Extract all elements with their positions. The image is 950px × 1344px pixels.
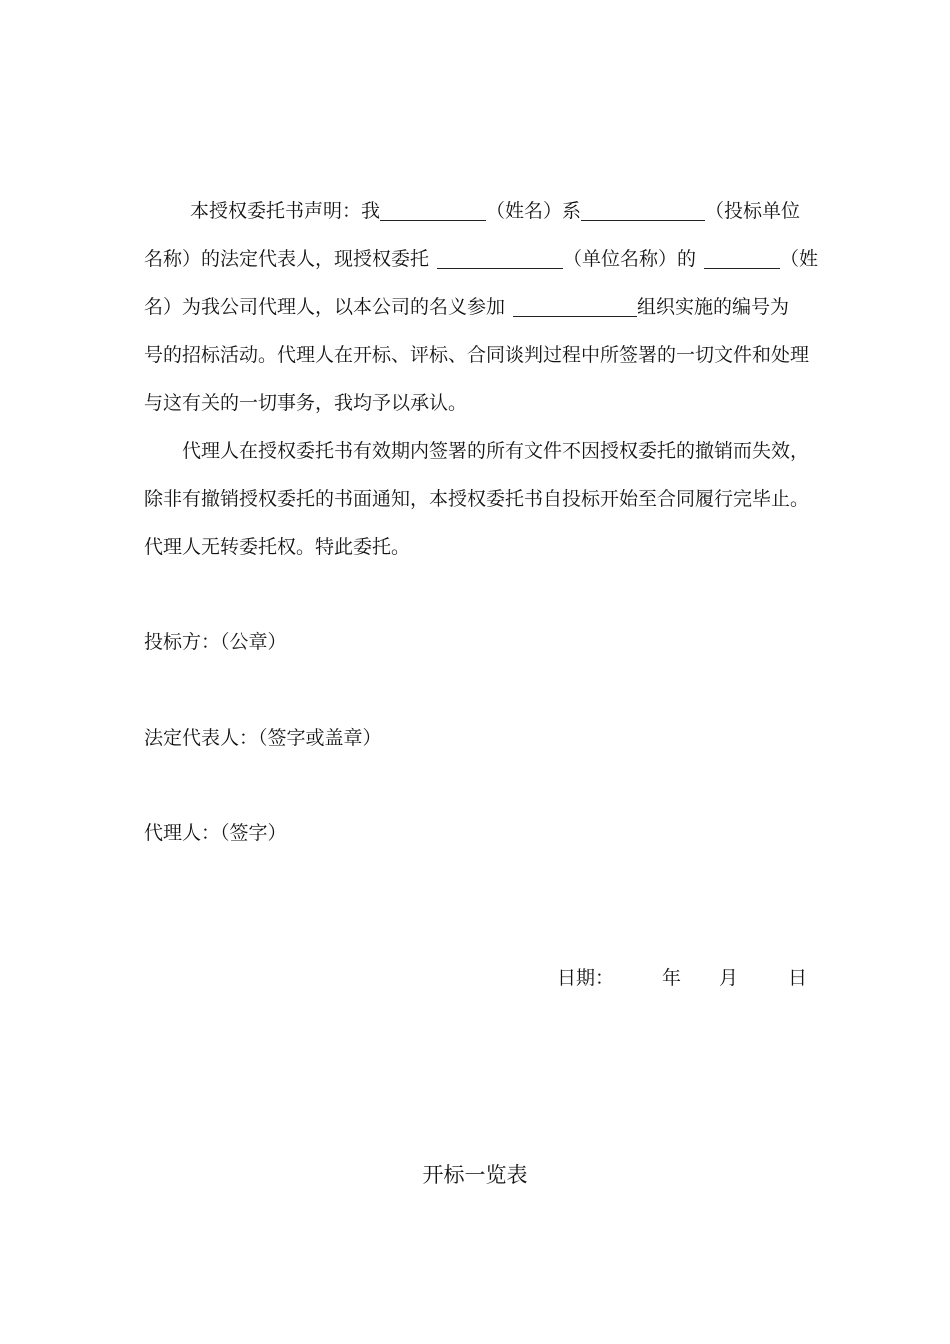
unit-name-blank [437, 248, 563, 269]
date-label: 日期： [557, 967, 615, 989]
legal-rep-signature-label: 法定代表人：（签字或盖章） [144, 727, 382, 749]
validity-line-3: 代理人无转委托权。特此委托。 [144, 536, 411, 558]
agent-name-blank [704, 248, 780, 269]
declaration-line-4: 号的招标活动。代理人在开标、评标、合同谈判过程中所签署的一切文件和处理 [144, 344, 810, 366]
declaration-line-2: 名称）的法定代表人，现授权委托 （单位名称）的 （姓 [144, 248, 819, 270]
date-month: 月 [719, 967, 739, 989]
validity-line-1: 代理人在授权委托书有效期内签署的所有文件不因授权委托的撤销而失效， [182, 440, 810, 462]
organizer-blank [513, 296, 637, 317]
declaration-line-5: 与这有关的一切事务，我均予以承认。 [144, 392, 468, 414]
validity-line-2: 除非有撤销授权委托的书面通知，本授权委托书自投标开始至合同履行完毕止。 [144, 488, 810, 510]
agent-signature-label: 代理人：（签字） [144, 822, 287, 844]
bidder-unit-blank [581, 200, 705, 221]
declaration-line-3: 名）为我公司代理人，以本公司的名义参加 组织实施的编号为 [144, 296, 790, 318]
name-blank [380, 200, 486, 221]
date-year: 年 [662, 967, 682, 989]
date-day: 日 [788, 967, 808, 989]
bidder-seal-label: 投标方：（公章） [144, 631, 287, 653]
bid-opening-summary-title: 开标一览表 [422, 1163, 528, 1187]
declaration-line-1: 本授权委托书声明：我 （姓名）系 （投标单位 [190, 200, 801, 222]
